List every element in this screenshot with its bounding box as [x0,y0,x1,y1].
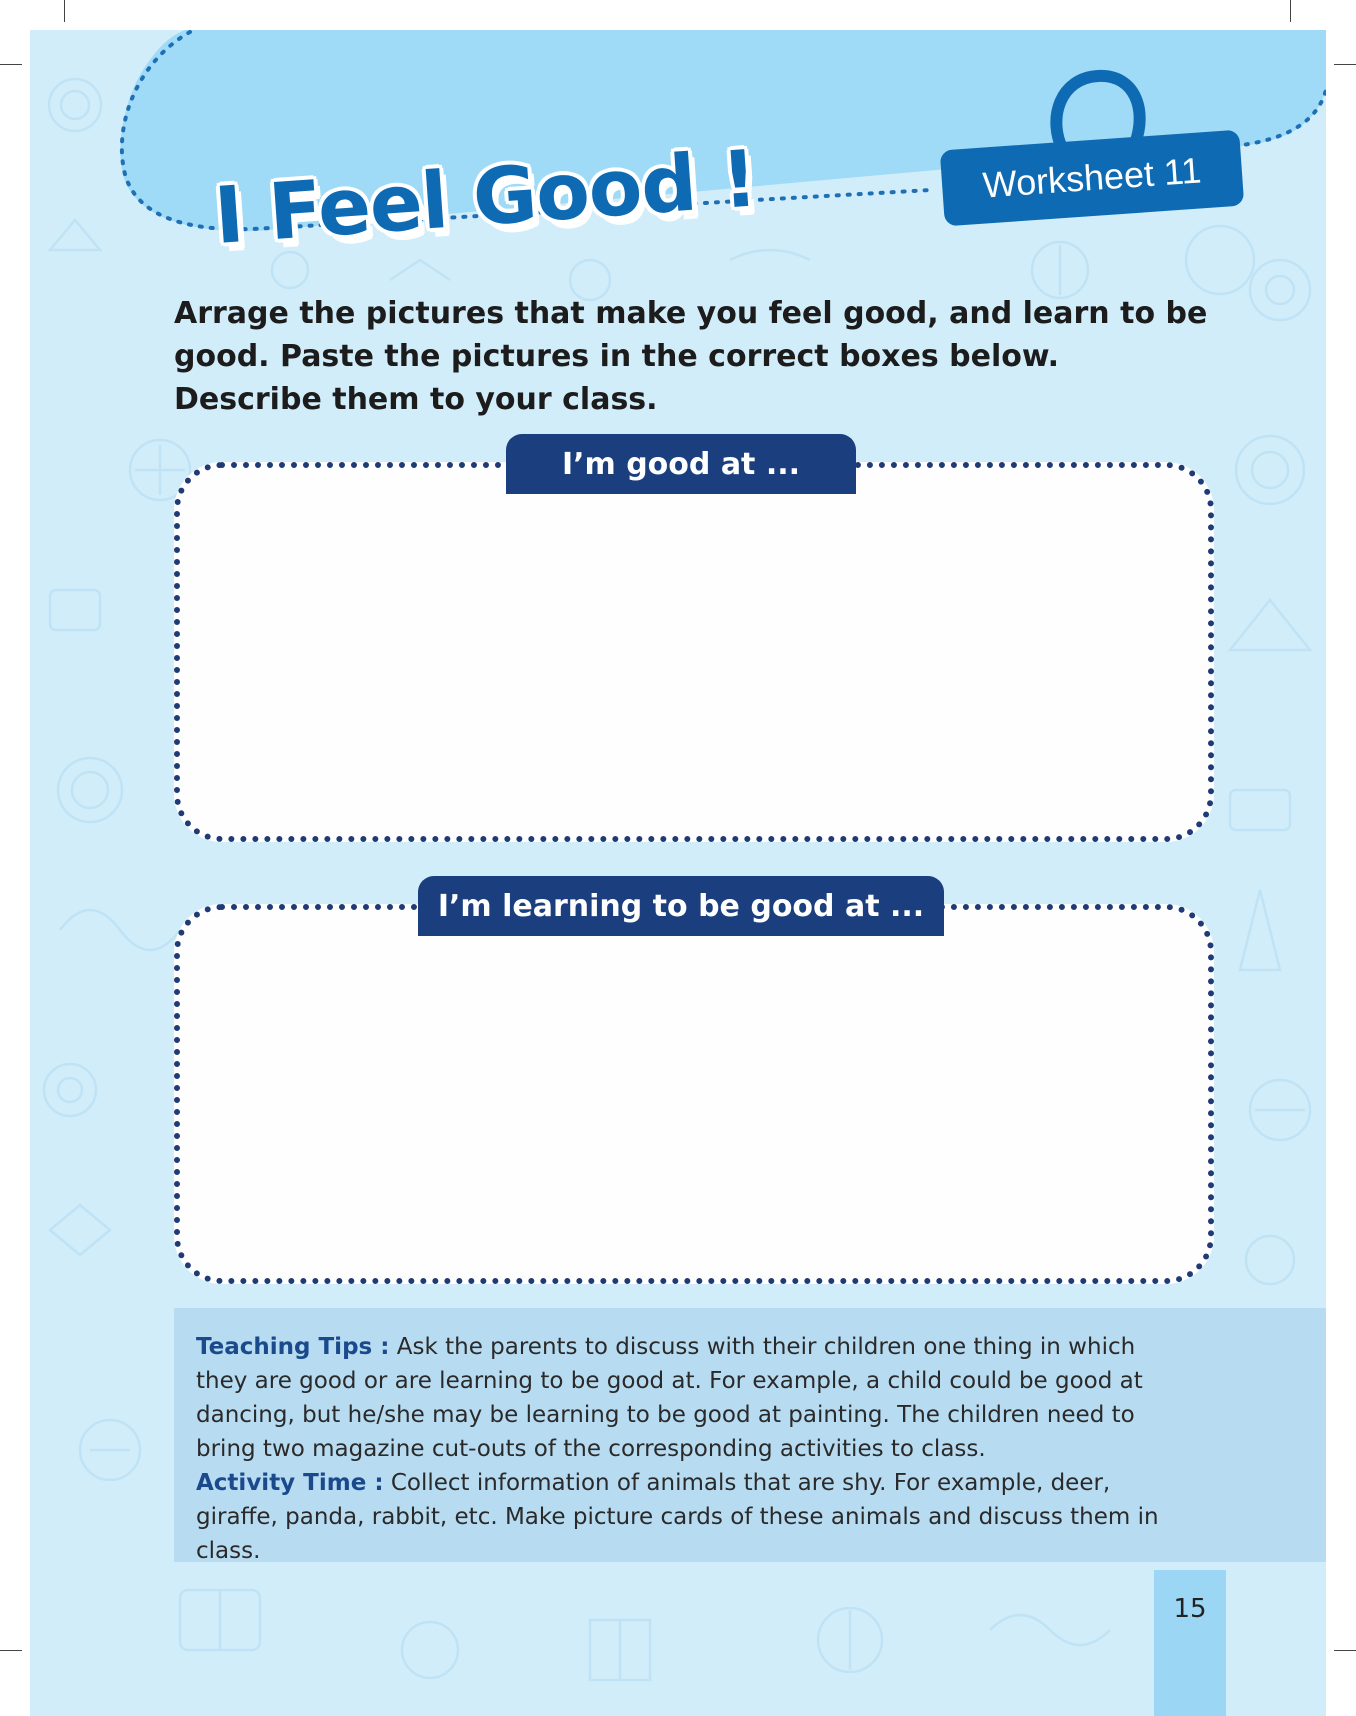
paste-box-learning[interactable] [174,904,1214,1284]
instructions: Arrage the pictures that make you feel good, and learn to be good. Paste the pictures in the correct boxes below. Describe them to your class. [174,296,1208,417]
box-label-learning: I’m learning to be good at ... [418,876,944,936]
crop-mark [64,0,65,22]
crop-mark [1334,64,1356,65]
activity-time [196,1466,1166,1568]
crop-mark [0,1650,22,1651]
paste-box-good-at[interactable] [174,462,1214,842]
crop-mark [0,64,22,65]
teaching-tips [196,1330,1166,1466]
crop-mark [1334,1650,1356,1651]
page-number: 15 [1154,1570,1226,1716]
crop-mark [1290,0,1291,22]
worksheet-page [30,30,1326,1716]
page-title: I Feel Good ! [211,134,760,262]
activity-time-heading: Activity Time : [196,1470,384,1496]
teaching-tips-heading: Teaching Tips : [196,1334,390,1360]
teaching-tips-panel [174,1308,1326,1562]
worksheet-tag: Worksheet 11 [940,130,1245,227]
box-label-good-at: I’m good at ... [506,434,856,494]
teaching-tips-text: Ask the parents to discuss with their children one thing in which they are good or are learning to be good at. For example, a child could be good at dancing, but he/she may be learning to be good at painting. The children need to bring two magazine cut-outs of the corresponding activities to class. [196,1334,1143,1462]
activity-time-text: Collect information of animals that are shy. For example, deer, giraffe, panda, rabbit, etc. Make picture cards of these animals and discuss them in class. [196,1470,1159,1564]
